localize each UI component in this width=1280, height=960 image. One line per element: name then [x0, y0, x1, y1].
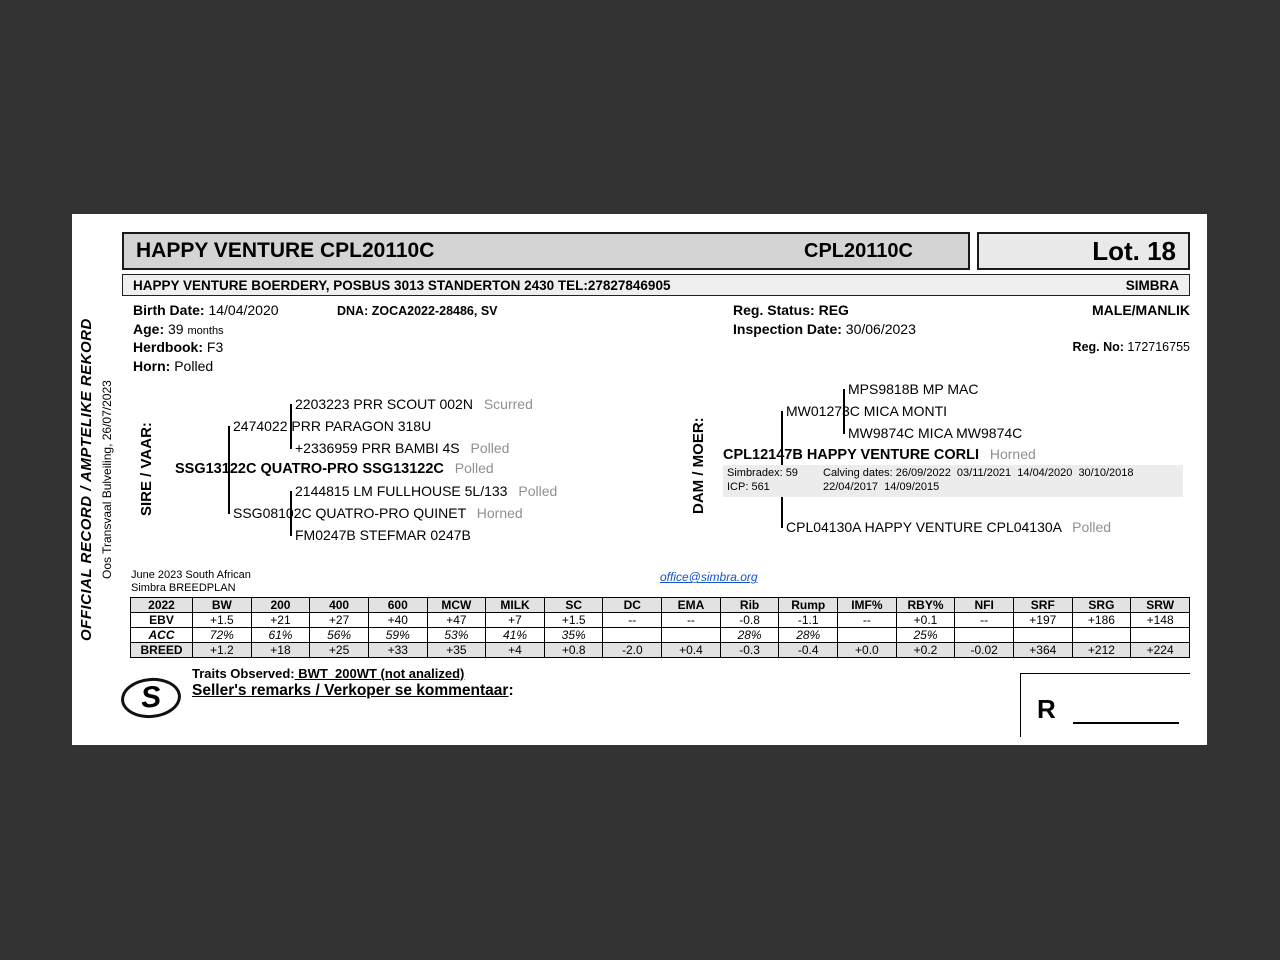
ebv-value-cell: +212 — [1072, 643, 1131, 658]
auction-date-label: Oos Transvaal Bulveiling, 26/07/2023 — [100, 380, 114, 580]
reg-status-line: Reg. Status: REG — [733, 302, 849, 318]
ebv-header-cell: Rump — [779, 598, 838, 613]
ebv-row-breed — [131, 643, 1190, 658]
ebv-value-cell: +33 — [368, 643, 427, 658]
pedigree-node-dam-gs-sire: MPS9818B MP MAC — [848, 381, 979, 397]
age-line: Age: 39 months — [133, 321, 224, 337]
ebv-value-cell: +4 — [486, 643, 545, 658]
ebv-value-cell: -- — [838, 613, 897, 628]
pedigree-node-sire-gd-sire: 2144815 LM FULLHOUSE 5L/133 Polled — [295, 483, 558, 499]
header-bar — [122, 232, 970, 270]
ebv-header-cell: 400 — [310, 598, 369, 613]
ebv-header-cell: RBY% — [896, 598, 955, 613]
ebv-row-label: ACC — [131, 628, 193, 643]
ebv-value-cell: -0.8 — [720, 613, 779, 628]
ebv-value-cell: +27 — [310, 613, 369, 628]
animal-reg-id: CPL20110C — [804, 239, 913, 262]
ebv-value-cell: +18 — [251, 643, 310, 658]
horn-line: Horn: Polled — [133, 358, 214, 374]
ebv-header-cell: Rib — [720, 598, 779, 613]
ebv-value-cell — [955, 628, 1014, 643]
ebv-value-cell: -0.4 — [779, 643, 838, 658]
ebv-value-cell: -- — [603, 613, 662, 628]
ebv-header-cell: IMF% — [838, 598, 897, 613]
ebv-value-cell: +186 — [1072, 613, 1131, 628]
ebv-row-ebv — [131, 613, 1190, 628]
ebv-value-cell: 61% — [251, 628, 310, 643]
sex-label: MALE/MANLIK — [1092, 302, 1190, 318]
ebv-value-cell — [1072, 628, 1131, 643]
ebv-value-cell: +1.5 — [544, 613, 603, 628]
ebv-value-cell: +25 — [310, 643, 369, 658]
ebv-header-cell: SRF — [1013, 598, 1072, 613]
ebv-value-cell: 53% — [427, 628, 486, 643]
ebv-header-cell: SRW — [1131, 598, 1190, 613]
dam-stats-box — [723, 465, 1183, 497]
ebv-header-cell: BW — [193, 598, 252, 613]
ebv-value-cell: +197 — [1013, 613, 1072, 628]
sellers-remarks-heading: Seller's remarks / Verkoper se kommentaar: — [192, 682, 514, 699]
ebv-value-cell: 56% — [310, 628, 369, 643]
ebv-value-cell: +224 — [1131, 643, 1190, 658]
ebv-value-cell: +7 — [486, 613, 545, 628]
breeder-bar — [122, 274, 1190, 296]
ebv-value-cell: +148 — [1131, 613, 1190, 628]
calving-dates-line1: Calving dates: 26/09/2022 03/11/2021 14/04/2020 30/10/2018 — [823, 467, 1134, 479]
lot-number: Lot. 18 — [1092, 235, 1176, 266]
breeder-contact: HAPPY VENTURE BOERDERY, POSBUS 3013 STANDERTON 2430 TEL:27827846905 — [133, 277, 671, 293]
pedigree-node-sire-gs-dam: +2336959 PRR BAMBI 4S Polled — [295, 440, 510, 456]
ebv-value-cell: -- — [955, 613, 1014, 628]
dam-section-label: DAM / MOER: — [690, 417, 707, 515]
ebv-year-cell: 2022 — [131, 598, 193, 613]
ebv-row-acc — [131, 628, 1190, 643]
pedigree-node-sire-sire: 2474022 PRR PARAGON 318U — [233, 418, 432, 434]
birth-date-line: Birth Date: 14/04/2020 — [133, 302, 279, 318]
ebv-value-cell: -0.3 — [720, 643, 779, 658]
ebv-value-cell: -0.02 — [955, 643, 1014, 658]
ebv-table — [130, 597, 1190, 658]
ebv-value-cell: +0.4 — [662, 643, 721, 658]
reg-no-line: Reg. No: 172716755 — [1072, 340, 1190, 354]
ebv-header-cell: MCW — [427, 598, 486, 613]
ebv-value-cell — [662, 628, 721, 643]
ebv-header-cell: NFI — [955, 598, 1014, 613]
ebv-value-cell — [838, 628, 897, 643]
ebv-value-cell: +40 — [368, 613, 427, 628]
animal-title: HAPPY VENTURE CPL20110C — [136, 239, 435, 262]
ebv-value-cell: 25% — [896, 628, 955, 643]
ebv-value-cell: 28% — [779, 628, 838, 643]
ebv-header-cell: EMA — [662, 598, 721, 613]
inspection-date-line: Inspection Date: 30/06/2023 — [733, 321, 916, 337]
breedplan-note: June 2023 South African Simbra BREEDPLAN — [131, 569, 251, 594]
price-currency-label: R — [1037, 694, 1056, 724]
ebv-header-row — [131, 598, 1190, 613]
pedigree-node-dam-gs-dam: MW9874C MICA MW9874C — [848, 425, 1023, 441]
ebv-value-cell: -- — [662, 613, 721, 628]
pedigree-node-dam-dam: CPL04130A HAPPY VENTURE CPL04130A Polled — [786, 519, 1112, 535]
ebv-value-cell: +35 — [427, 643, 486, 658]
ebv-value-cell: +0.2 — [896, 643, 955, 658]
pedigree-node-sire-main: SSG13122C QUATRO-PRO SSG13122C Polled — [175, 460, 494, 477]
icp-value: ICP: 561 — [727, 481, 770, 493]
dna-line: DNA: ZOCA2022-28486, SV — [337, 304, 498, 318]
pedigree-node-sire-dam: SSG08102C QUATRO-PRO QUINET Horned — [233, 505, 523, 521]
pedigree-node-sire-gs-sire: 2203223 PRR SCOUT 002N Scurred — [295, 396, 533, 412]
ebv-value-cell: 41% — [486, 628, 545, 643]
ebv-value-cell: +0.0 — [838, 643, 897, 658]
ebv-value-cell — [1013, 628, 1072, 643]
traits-observed-line: Traits Observed: BWT 200WT (not analized) — [192, 666, 465, 681]
simbradex-value: Simbradex: 59 — [727, 467, 798, 479]
ebv-value-cell: 35% — [544, 628, 603, 643]
email-link[interactable]: office@simbra.org — [660, 570, 758, 584]
breed-name: SIMBRA — [1125, 277, 1179, 293]
ebv-value-cell: +1.2 — [193, 643, 252, 658]
ebv-header-cell: SRG — [1072, 598, 1131, 613]
simbra-logo-icon: S — [119, 675, 182, 720]
ebv-header-cell: DC — [603, 598, 662, 613]
ebv-header-cell: MILK — [486, 598, 545, 613]
ebv-value-cell: +21 — [251, 613, 310, 628]
ebv-header-cell: 600 — [368, 598, 427, 613]
ebv-header-cell: SC — [544, 598, 603, 613]
ebv-header-cell: 200 — [251, 598, 310, 613]
calving-dates-line2: 22/04/2017 14/09/2015 — [823, 481, 940, 493]
pedigree-node-dam-main: CPL12147B HAPPY VENTURE CORLI Horned — [723, 446, 1036, 463]
ebv-value-cell: 59% — [368, 628, 427, 643]
ebv-value-cell: +0.1 — [896, 613, 955, 628]
price-box — [1020, 673, 1190, 737]
ebv-value-cell: -2.0 — [603, 643, 662, 658]
ebv-value-cell: +0.8 — [544, 643, 603, 658]
pedigree-node-sire-gd-dam: FM0247B STEFMAR 0247B — [295, 527, 471, 543]
ebv-value-cell: +1.5 — [193, 613, 252, 628]
ebv-value-cell: -1.1 — [779, 613, 838, 628]
ebv-table-grid — [130, 597, 1190, 658]
catalog-page — [72, 214, 1207, 745]
ebv-value-cell: 72% — [193, 628, 252, 643]
ebv-row-label: BREED — [131, 643, 193, 658]
ebv-value-cell: +364 — [1013, 643, 1072, 658]
sire-section-label: SIRE / VAAR: — [138, 422, 155, 516]
official-record-label: OFFICIAL RECORD / AMPTELIKE REKORD — [78, 318, 95, 642]
lot-box — [977, 232, 1190, 270]
pedigree-node-dam-sire: MW01273C MICA MONTI — [786, 403, 948, 419]
ebv-value-cell: +47 — [427, 613, 486, 628]
price-blank-line[interactable] — [1073, 722, 1179, 724]
herdbook-line: Herdbook: F3 — [133, 339, 224, 355]
ebv-value-cell — [603, 628, 662, 643]
ebv-row-label: EBV — [131, 613, 193, 628]
ebv-value-cell: 28% — [720, 628, 779, 643]
ebv-value-cell — [1131, 628, 1190, 643]
